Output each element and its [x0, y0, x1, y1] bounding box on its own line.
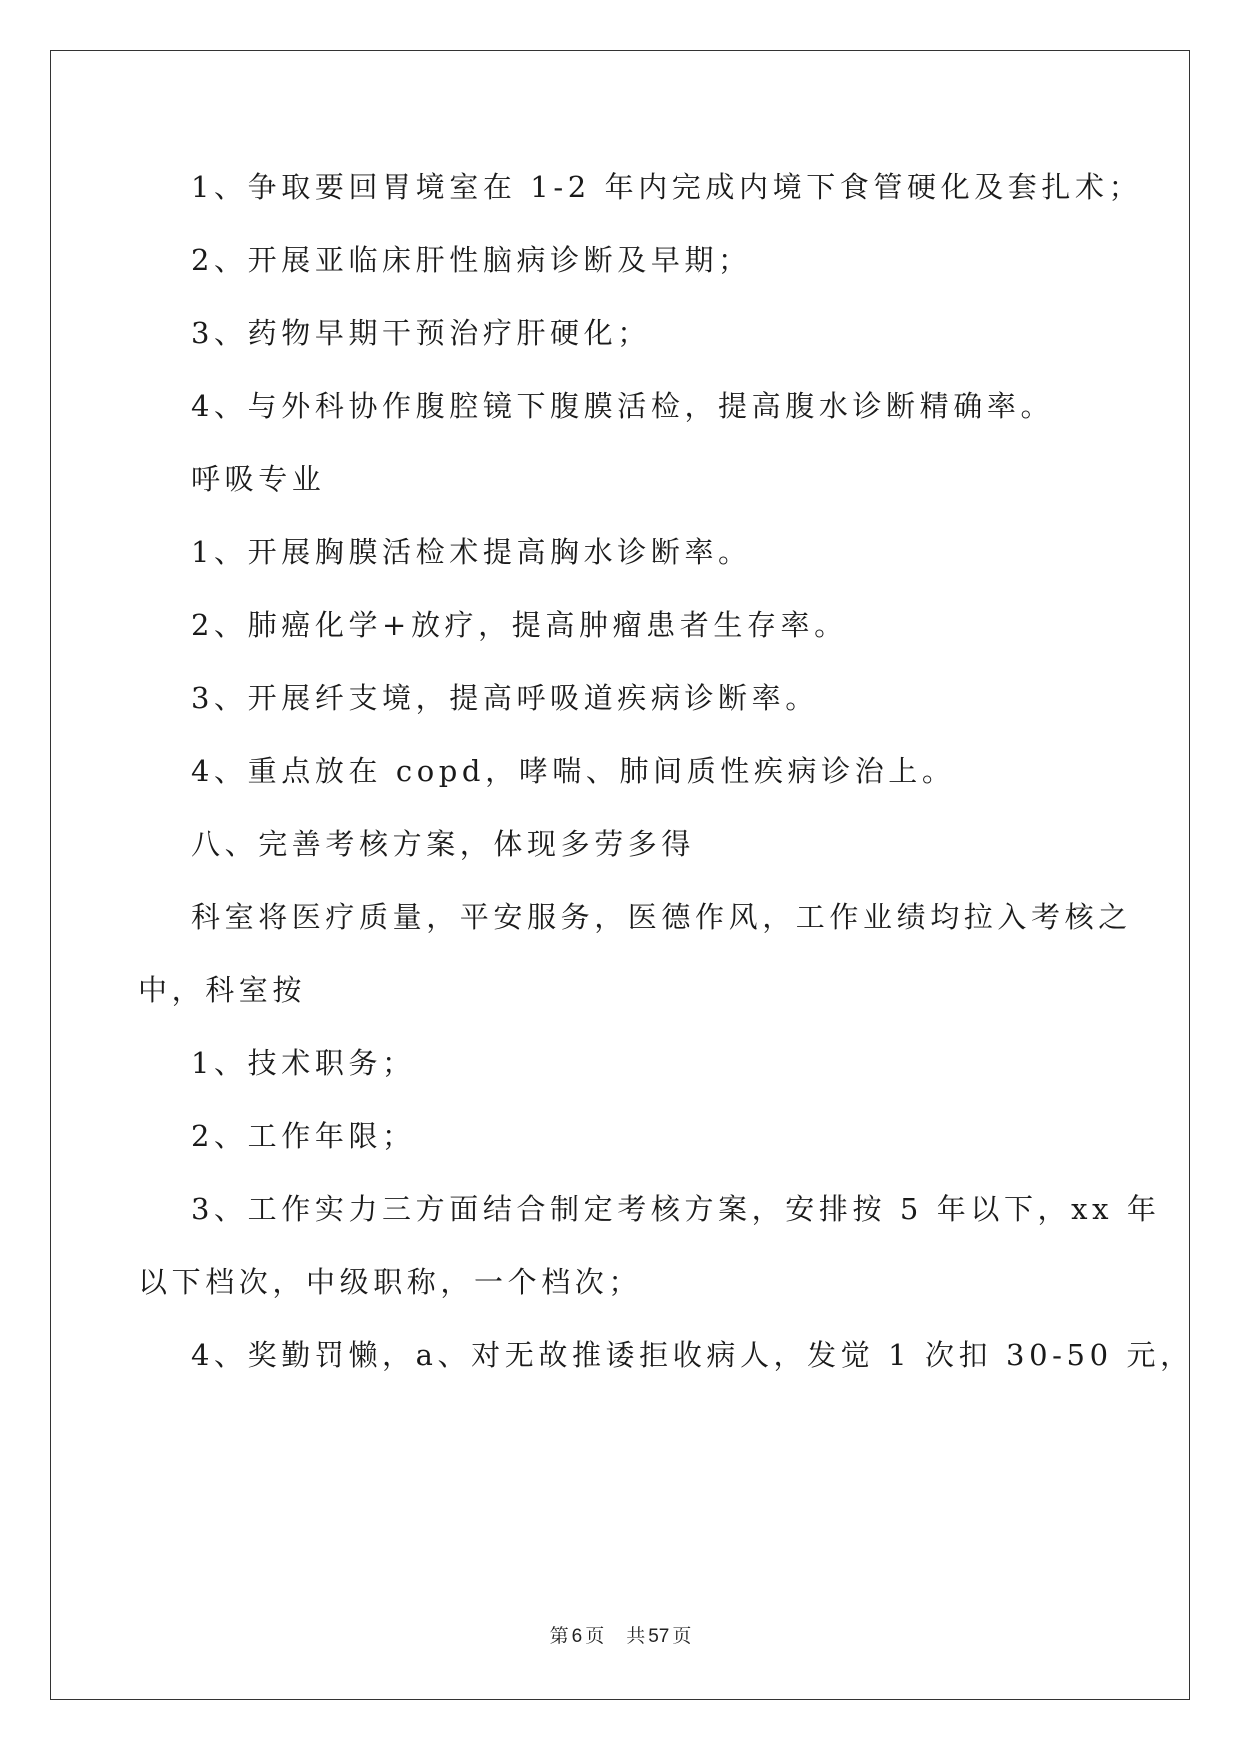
- paragraph-line: 3、工作实力三方面结合制定考核方案，安排按 5 年以下，xx 年: [191, 1192, 1161, 1226]
- paragraph-line: 4、与外科协作腹腔镜下腹膜活检，提高腹水诊断精确率。: [191, 389, 1055, 423]
- section-heading: 八、完善考核方案，体现多劳多得: [191, 827, 696, 861]
- paragraph-line: 2、工作年限；: [191, 1119, 416, 1153]
- paragraph-line: 以下档次，中级职称，一个档次；: [138, 1265, 643, 1299]
- page-number: 6: [571, 1626, 583, 1647]
- paragraph-line: 4、奖勤罚懒，a、对无故推诿拒收病人，发觉 1 次扣 30-50 元，: [191, 1338, 1194, 1372]
- paragraph-line: 2、肺癌化学+放疗，提高肿瘤患者生存率。: [191, 608, 848, 642]
- total-pages: 57: [648, 1626, 670, 1647]
- paragraph-line: 1、开展胸膜活检术提高胸水诊断率。: [191, 535, 752, 569]
- total-suffix: 页: [672, 1625, 692, 1647]
- total-prefix: 共: [626, 1625, 646, 1647]
- page-suffix: 页: [585, 1625, 605, 1647]
- page-footer: [0, 1621, 1241, 1648]
- paragraph-line: 中，科室按: [138, 973, 307, 1007]
- paragraph-line: 4、重点放在 copd，哮喘、肺间质性疾病诊治上。: [191, 754, 956, 788]
- paragraph-line: 3、药物早期干预治疗肝硬化；: [191, 316, 651, 350]
- page-border: [50, 50, 1190, 1700]
- paragraph-line: 3、开展纤支境，提高呼吸道疾病诊断率。: [191, 681, 819, 715]
- section-heading: 呼吸专业: [191, 462, 326, 496]
- paragraph-line: 2、开展亚临床肝性脑病诊断及早期；: [191, 243, 752, 277]
- paragraph-line: 1、争取要回胃境室在 1-2 年内完成内境下食管硬化及套扎术；: [191, 170, 1143, 204]
- paragraph-line: 1、技术职务；: [191, 1046, 416, 1080]
- paragraph-line: 科室将医疗质量，平安服务，医德作风，工作业绩均拉入考核之: [191, 900, 1132, 934]
- page-prefix: 第: [549, 1625, 569, 1647]
